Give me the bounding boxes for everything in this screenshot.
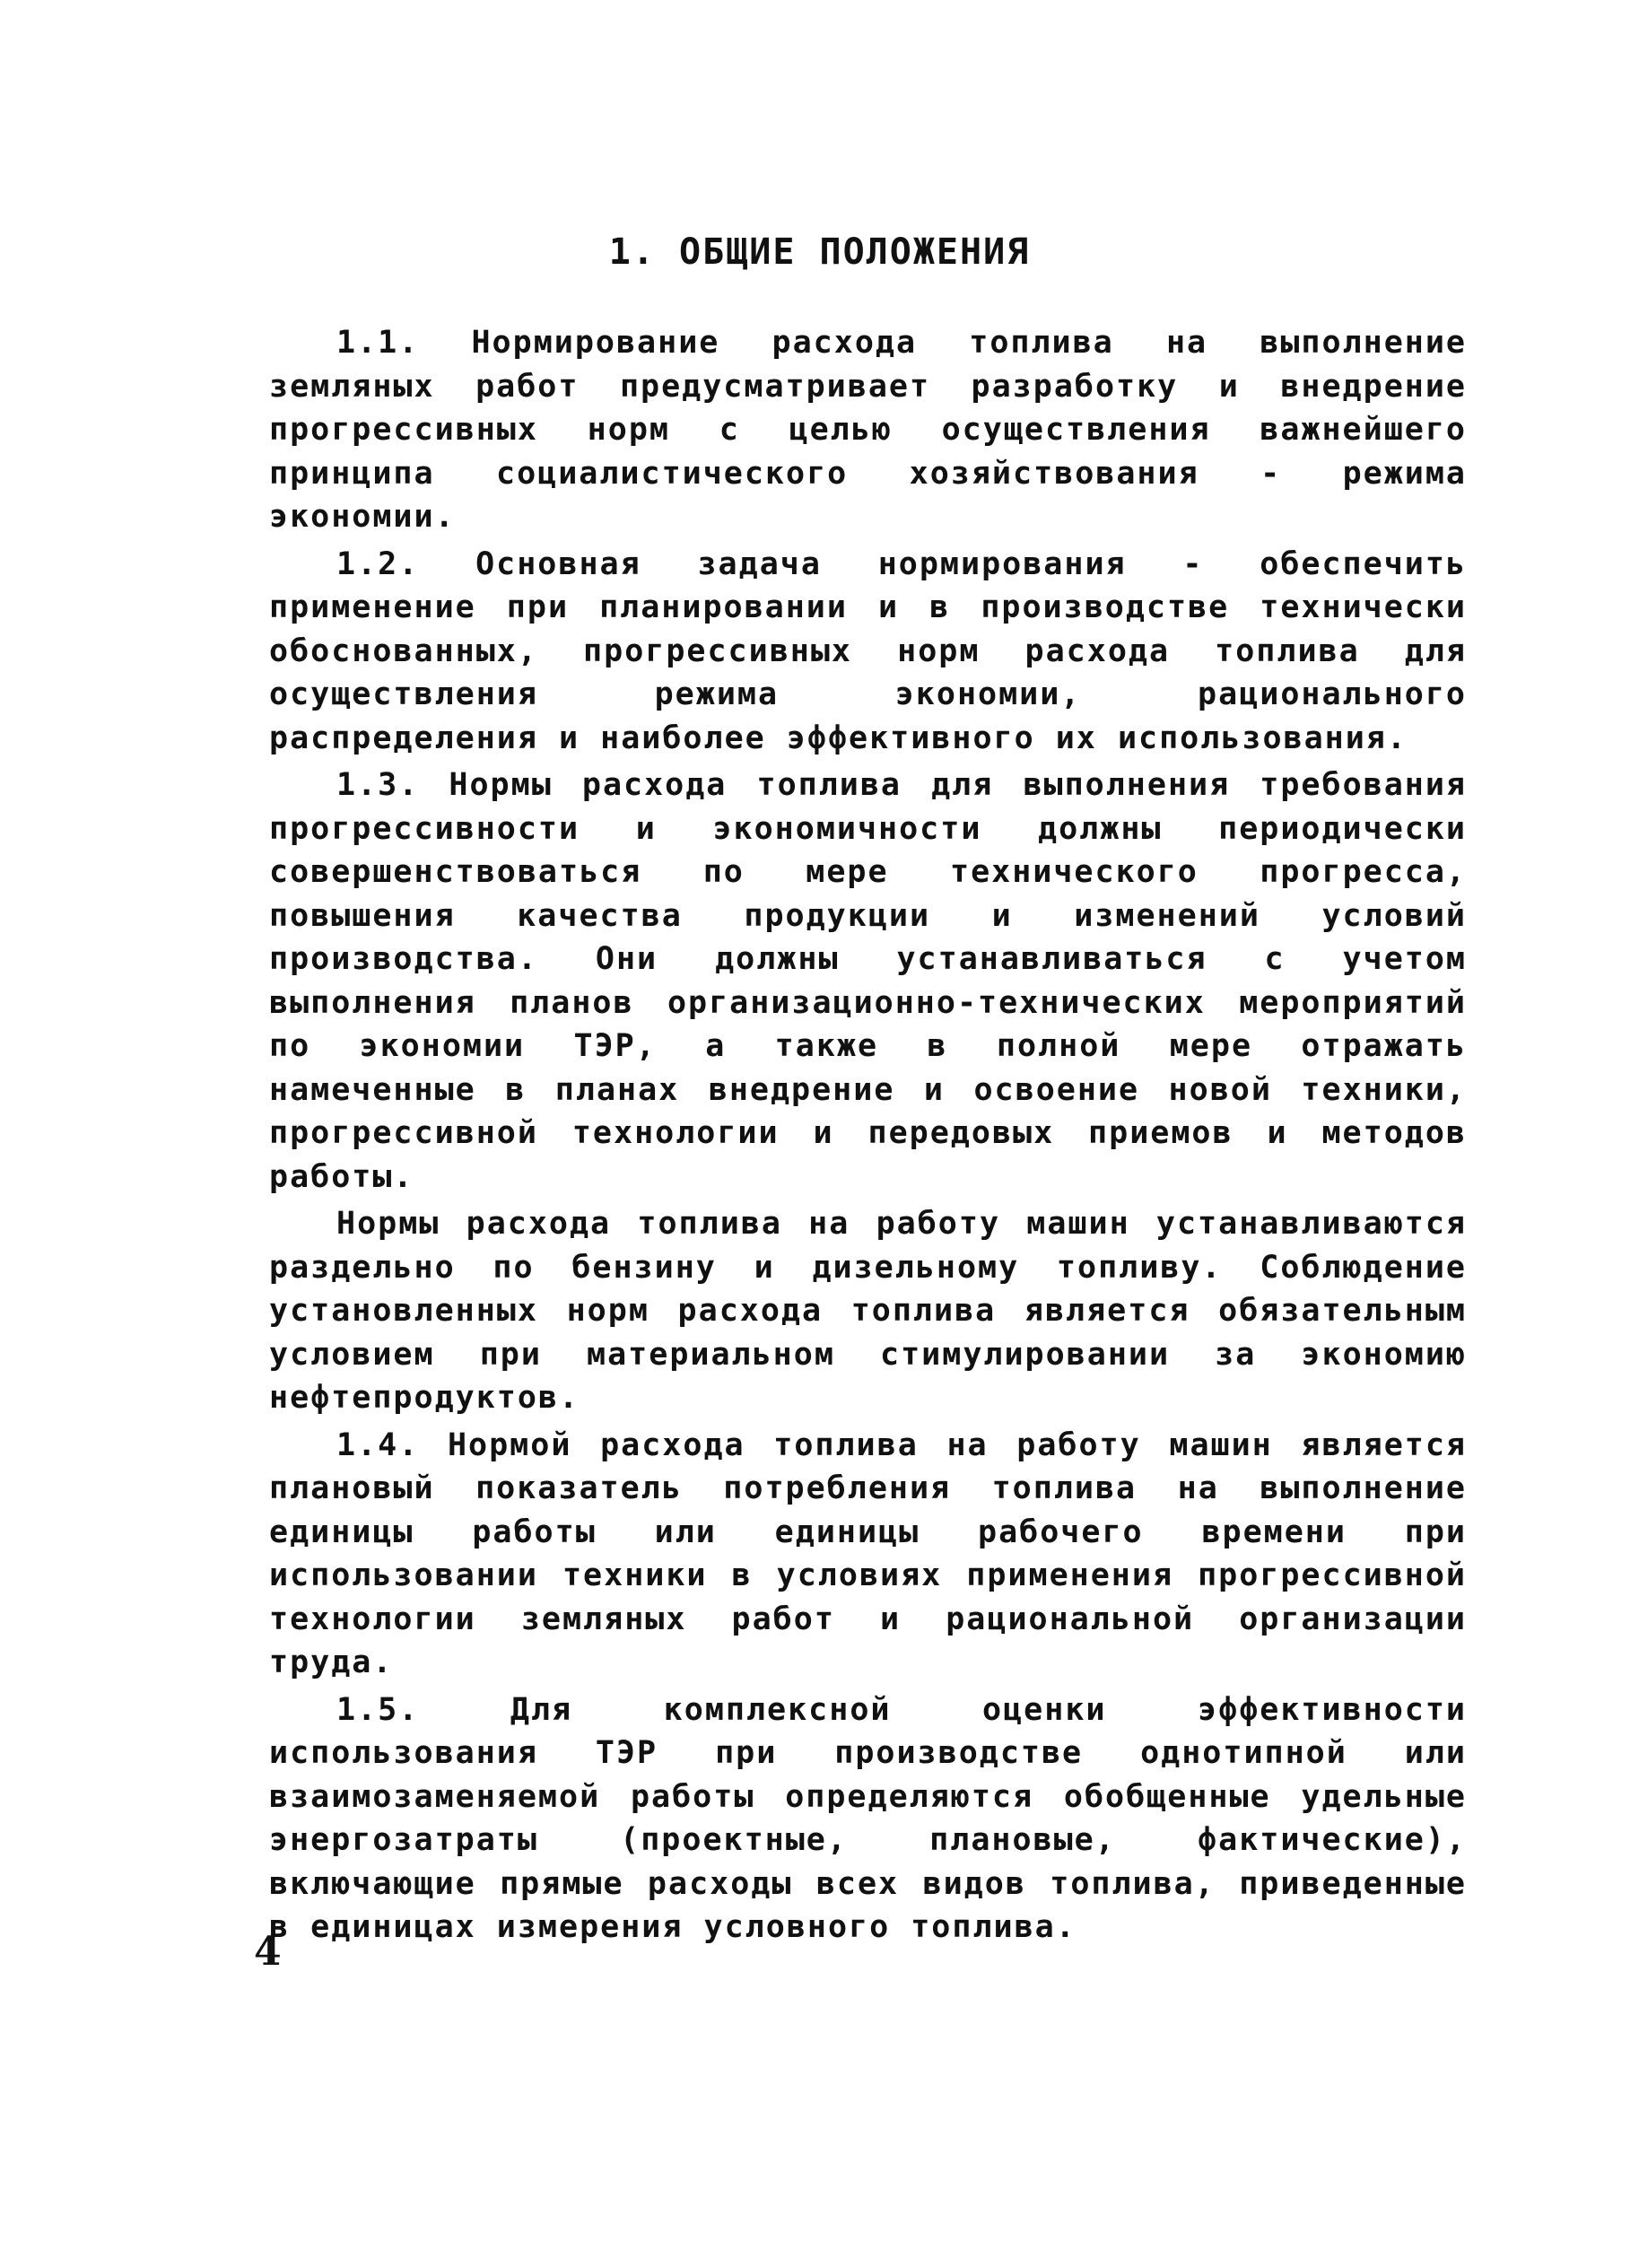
paragraph-1-2: 1.2. Основная задача нормирования - обеспечить применение при планировании и в производстве технически обоснованных, прогрессивных норм расхода топлива для осуществления режима экономии, рационального распределения и наиболее эффективного их использования. [269, 545, 1467, 756]
paragraph-1-1: 1.1. Нормирование расхода топлива на выполнение земляных работ предусматривает разработку и внедрение прогрессивных норм с целью осуществления важнейшего принципа социалистического хозяйствования - режима экономии. [269, 325, 1467, 535]
section-body [269, 321, 1467, 1953]
section-title: 1. ОБЩИЕ ПОЛОЖЕНИЯ [608, 231, 1031, 273]
paragraph-1-4: 1.4. Нормой расхода топлива на работу машин является плановый показатель потребления топлива на выполнение единицы работы или единицы рабочего времени при использовании техники в условиях применения прогрессивной технологии земляных работ и рациональной организации труда. [269, 1426, 1467, 1680]
paragraph-1-5: 1.5. Для комплексной оценки эффективности использования ТЭР при производстве однотипной или взаимозаменяемой работы определяются обобщенные удельные энергозатраты (проектные, плановые, фактические), включающие прямые расходы всех видов топлива, приведенные в единицах измерения условного топлива. [269, 1691, 1467, 1945]
page-number: 4 [254, 1929, 282, 1975]
paragraph-1-3-continued: Нормы расхода топлива на работу машин устанавливаются раздельно по бензину и дизельному топливу. Соблюдение установленных норм расхода топлива является обязательным условием при материальном стимулировании за экономию нефтепродуктов. [269, 1206, 1467, 1416]
paragraph-1-3: 1.3. Нормы расхода топлива для выполнения требования прогрессивности и экономичности должны периодически совершенствоваться по мере технического прогресса, повышения качества продукции и изменений условий производства. Они должны устанавливаться с учетом выполнения планов организационно-технических мероприятий по экономии ТЭР, а также в полной мере отражать намеченные в планах внедрение и освоение новой техники, прогрессивной технологии и передовых приемов и методов работы. [269, 767, 1467, 1195]
